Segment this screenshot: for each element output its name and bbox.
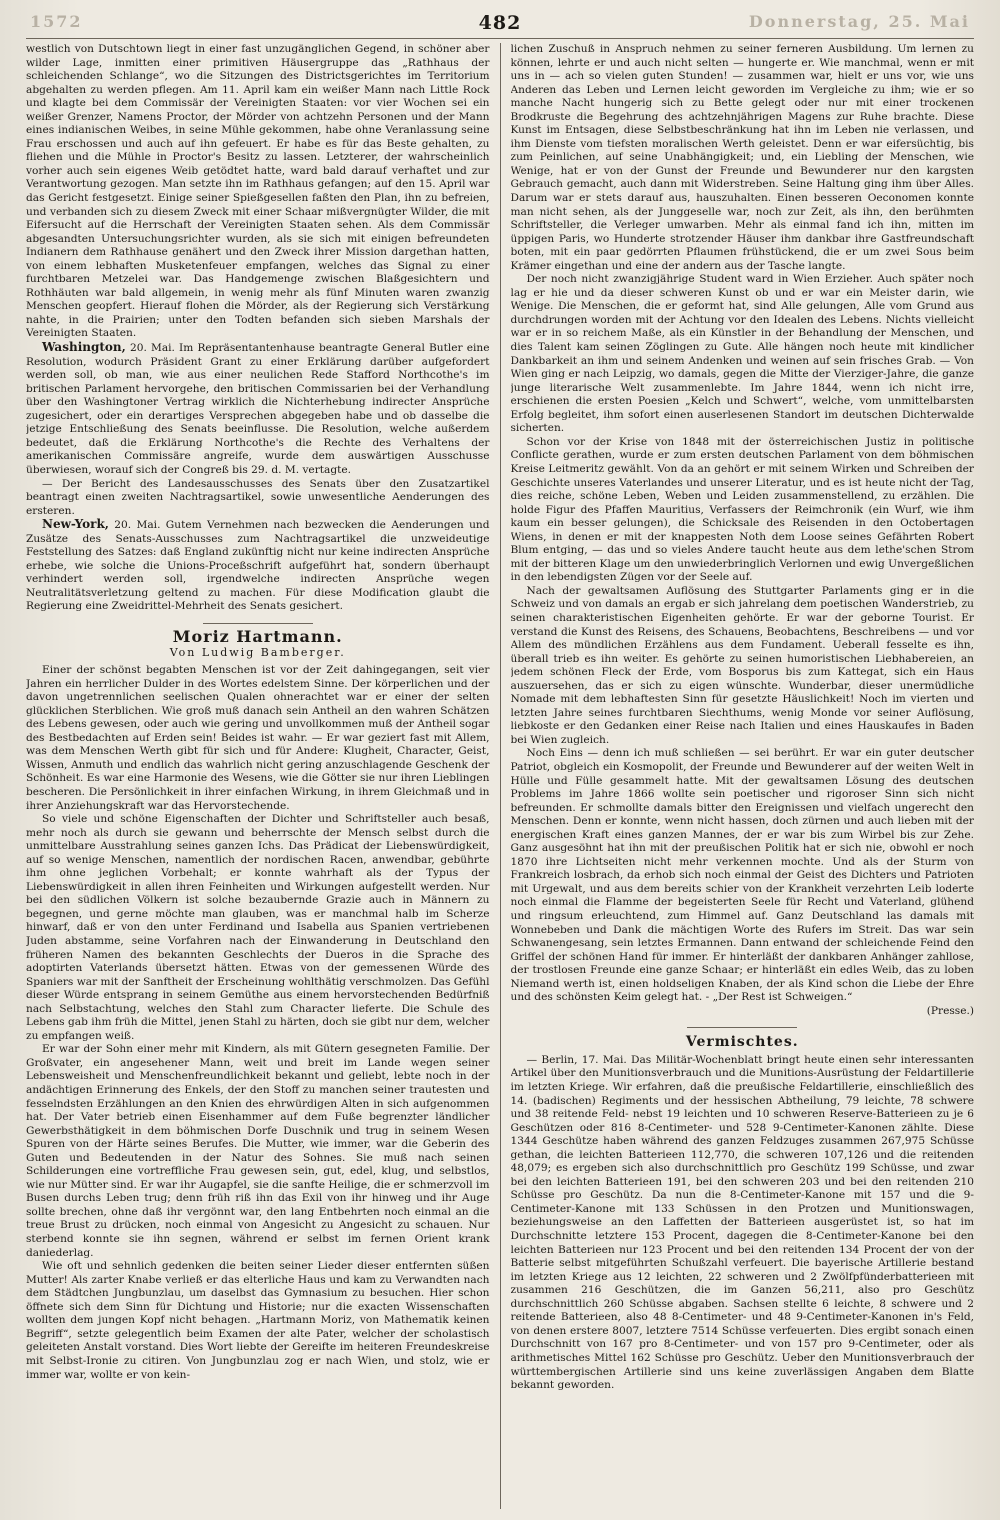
newyork-text: 20. Mai. Gutem Vernehmen nach bezwecken die Aenderungen und Zusätze des Senats-Ausschusses zum Nachtragsartikel die unzweideutige Feststellung des Satzes: daß England zukünftig nicht nur keine indirecten Ansprüche erhebe, wie solche die Unions-Proceßschrift aufgeführt hat, sondern überhaupt verhindert werden soll, irgendwelche indirecten Ansprüche wegen Neutralitätsverletzung geltend zu machen. Für diese Modification glaubt die Regierung eine Zweidrittel-Mehrheit des Senats gesichert. [26, 519, 490, 613]
newyork-report [26, 518, 490, 614]
article-byline: Von Ludwig Bamberger. [169, 645, 346, 659]
report-paragraph: westlich von Dutschtown liegt in einer fast unzugänglichen Gegend, in schöner aber wilder Lage, inmitten einer primitiven Häusergruppe das „Rathhaus der schleichenden Schlange“, wo die Sitzungen des Districtsgerichtes im Territorium abgehalten zu werden pflegen. Am 11. April kam ein weißer Mann nach Little Rock und klagte bei dem Commissär der Vereinigten Staaten: vor vier Wochen sei ein weißer Grenzer, Namens Proctor, der Mörder von achtzehn Personen und der Mann eines indianischen Weibes, in seine Mühle gekommen, habe ohne Veranlassung seine Frau erschossen und auch auf ihn gefeuert. Er habe es für das Beste gehalten, zu fliehen und die Mühle in Proctor's Besitz zu lassen. Letzterer, der wahrscheinlich vorher auch sein eigenes Weib getödtet hatte, ward bald darauf verhaftet und zur Verantwortung gezogen. Man setzte ihn im Rathhaus gefangen; auf den 15. April war das Gericht festgesetzt. Einige seiner Spießgesellen faßten den Plan, ihn zu befreien, und verbanden sich zu diesem Zweck mit einer Schaar mißvergnügter Wilder, die mit Eifersucht auf die Herrschaft der Vereinigten Staaten sehen. Als dem Commissär abgesandten Untersuchungsrichter wurden, als sie sich mit einigen befreundeten Indianern dem Rathhause genähert und den Zweck ihrer Mission dargethan hatten, von einem lebhaften Musketenfeuer empfangen, welches das Signal zu einer furchtbaren Metzelei war. Das Handgemenge zwischen Blaßgesichtern und Rothhäuten war bald allgemein, in wenig mehr als fünf Minuten waren zwanzig Menschen geopfert. Hierauf flohen die Mörder, als der Regierung sich Verstärkung nahte, in die Prairien; unter den Todten befanden sich sieben Marshals der Vereinigten Staaten. [26, 43, 490, 340]
page-header [26, 8, 974, 39]
section-title: Vermischtes. [685, 1034, 799, 1051]
dateline-washington: Washington, [42, 340, 126, 355]
article-paragraph: Nach der gewaltsamen Auflösung des Stuttgarter Parlaments ging er in die Schweiz und von damals an ergab er sich jahrelang dem poetischen Wanderstrieb, zu seinen charakteristischen Eigenheiten gehörte. Er war der geborne Tourist. Er verstand die Kunst des Reisens, des Schauens, Beobachtens, Beschreibens — und vor Allem des mündlichen Erzählens aus dem Fundament. Ueberall fesselte es ihn, überall trieb es ihn weiter. Es gehörte zu seinen humoristischen Liebhabereien, an jedem schönen Fleck der Erde, vom Bosporus bis zum Kattegat, sich ein Haus auszuersehen, das er sich zu eigen wünschte. Wunderbar, dieser unermüdliche Nomade mit dem lebhaftesten Sinn für gesetzte Häuslichkeit! Noch im vierten und letzten Jahre seines furchtbaren Siechthums, wenig Monde vor seiner Auflösung, liebkoste er den Gedanken einer Reise nach Italien und eines Hauskaufes in Baden bei Wien zugleich. [510, 584, 974, 746]
dateline-newyork: New-York, [42, 517, 109, 532]
column-rule [500, 43, 501, 1509]
article-paragraph: lichen Zuschuß in Anspruch nehmen zu seiner ferneren Ausbildung. Um lernen zu können, lehrte er und auch nicht selten — hungerte er. Wie manchmal, wenn er mit uns in — ach so vielen guten Stunden! — zusammen war, hielt er uns vor, wie uns Anderen das Leben und Lernen leicht geworden im Vergleiche zu ihm; wie er so manche Nacht hungerig sich zu Bette gelegt oder nur mit einer trockenen Brodkruste die Begehrung des achtzehnjährigen Magens zur Ruhe brachte. Diese Kunst im Entsagen, diese Selbstbeschränkung hat ihn im Leben nie verlassen, und ihm Dienste vom tiefsten moralischen Werth geleistet. Denn er war eifersüchtig, bis zum Peinlichen, auf seine Unabhängigkeit; und, ein Liebling der Menschen, wie Wenige, hat er von der Gunst der Freunde und Bewunderer nur den kargsten Gebrauch gemacht, auch dann mit Widerstreben. Seine Haltung ging ihm über Alles. Darum war er stets darauf aus, hauszuhalten. Einen besseren Oeconomen konnte man nicht sehen, als der Junggeselle war, noch zur Zeit, als ihn, den berühmten Schriftsteller, die Verleger umwarben. Mehr als einmal fand ich ihn, mitten im üppigen Paris, wo Hunderte strotzender Häuser ihm dankbar ihre Gastfreundschaft boten, mit ein paar gedörrten Pflaumen frühstückend, die er um zwei Sous beim Krämer eingethan und eine der andern aus der Tasche langte. [510, 43, 974, 272]
divider [203, 623, 313, 624]
article-title: Moriz Hartmann. [172, 626, 343, 646]
left-column [26, 43, 490, 1509]
washington-report [26, 341, 490, 477]
page-number: 482 [478, 12, 522, 34]
article-paragraph: Noch Eins — denn ich muß schließen — sei berührt. Er war ein guter deutscher Patriot, obgleich ein Kosmopolit, der Freunde und Bewunderer auf der weiten Welt in Hülle und Fülle gesammelt hatte. Mit der gewaltsamen Lösung des deutschen Problems im Jahre 1866 wollte sein poetischer und rigoroser Sinn sich nicht befreunden. Er schmollte damals bitter den Ereignissen und vielfach ungerecht den Menschen. Denn er konnte, wenn nicht hassen, doch zürnen und auch lieben mit der energischen Kraft eines ganzen Mannes, der er war bis zum Wirbel bis zur Zehe. Ganz ausgesöhnt hat ihn mit der preußischen Politik hat er sich nie, obwohl er noch 1870 ihre Lichtseiten nicht mehr verkennen mochte. Und als der Sturm von Frankreich losbrach, da erhob sich noch einmal der Geist des Dichters und Patrioten mit Urgewalt, und aus dem bereits schier von der Krankheit verzehrten Leib loderte noch einmal die Flamme der begeisterten Seele für Recht und Vaterland, glühend und ringsum erleuchtend, zum Himmel auf. Ganz Deutschland las damals mit Wonnebeben und Dank die mächtigen Worte des Rufers im Streit. Das war sein Schwanengesang, sein letztes Ermannen. Dann entwand der schleichende Feind den Griffel der schönen Hand für immer. Er hinterläßt der dankbaren Anhänger zahllose, der trostlosen Freunde eine ganze Schaar; er hinterläßt ein edles Weib, das zu loben Niemand werth ist, einen holdseligen Knaben, der als Kind schon die Liebe der Ehre und des schönsten Keim gelegt hat. - „Der Rest ist Schweigen.“ [510, 747, 974, 1004]
bleed-through-left: 1572 [30, 12, 83, 31]
article-paragraph: So viele und schöne Eigenschaften der Dichter und Schriftsteller auch besaß, mehr noch als durch sie gewann und beherrschte der Mensch selbst durch die unmittelbare Ausstrahlung seines ganzen Ichs. Das Prädicat der Liebenswürdigkeit, auf so wenige Menschen, namentlich der nordischen Racen, anwendbar, gebührte ihm ohne jeglichen Vorbehalt; er konnte wahrhaft als der Typus der Liebenswürdigkeit in allen ihren Feinheiten und Wirkungen aufgestellt werden. Nur bei den südlichen Völkern ist solche bezaubernde Grazie auch in Männern zu begegnen, und gerne möchte man glauben, was er manchmal halb im Scherze hinwarf, daß er von den unter Ferdinand und Isabella aus Spanien vertriebenen Juden abstamme, seine Vorfahren nach der Einwanderung in Deutschland den früheren Namen des bekannten Geschlechts der Dueros in die Sprache des adoptirten Vaterlands übersetzt hätten. Etwas von der gemessenen Würde des Spaniers war mit der Sanftheit der Erscheinung wohlthätig verschmolzen. Das Gefühl dieser Würde entsprang in seinem Gemüthe aus einem hervorstechenden Bedürfniß nach Selbstachtung, welches den Stahl zum Character lieferte. Die Schule des Lebens gab ihm früh die Mittel, jenen Stahl zu härten, doch sie gibt nur dem, welcher zu empfangen weiß. [26, 813, 490, 1042]
report-paragraph: — Der Bericht des Landesausschusses des Senats über den Zusatzartikel beantragt einen zweiten Nachtragsartikel, sowie unwesentliche Aenderungen des ersteren. [26, 477, 490, 517]
article-paragraph: Wie oft und sehnlich gedenken die beiten seiner Lieder dieser entfernten süßen Mutter! Als zarter Knabe verließ er das elterliche Haus und kam zu Verwandten nach dem Städtchen Jungbunzlau, um daselbst das Gymnasium zu besuchen. Hier schon öffnete sich dem Sinn für Dichtung und Historie; nur die exacten Wissenschaften wollten dem jungen Kopf nicht behagen. „Hartmann Moriz, von Mathematik keinen Begriff“, setzte gelegentlich beim Examen der alte Pater, welcher der scholastisch geleiteten Anstalt vorstand. Dies Wort liebte der Gereifte im heiteren Freundeskreise mit Selbst-Ironie zu citiren. Von Jungbunzlau zog er nach Wien, und stolz, wie er immer war, wollte er von kein- [26, 1260, 490, 1381]
bleed-through-right: Donnerstag, 25. Mai [748, 12, 970, 31]
article-source: (Presse.) [926, 1004, 974, 1017]
columns [26, 43, 974, 1509]
right-column [511, 43, 975, 1509]
divider [687, 1027, 797, 1028]
article-paragraph: Der noch nicht zwanzigjährige Student ward in Wien Erzieher. Auch später noch lag er hie und da dieser schweren Kunst ob und er war ein Meister darin, wie Wenige. Die Menschen, die er geformt hat, sind Alle gelungen, Alle vom Grund aus durchdrungen worden mit der Achtung vor den Idealen des Lebens. Nichts vielleicht war er in so reichem Maße, als ein Künstler in der Behandlung der Menschen, und dies Talent kam seinen Zöglingen zu Gute. Alle hängen noch heute mit kindlicher Dankbarkeit an ihm und seinem Andenken und weinen auf sein frisches Grab. — Von Wien ging er nach Leipzig, wo damals, gegen die Mitte der Vierziger-Jahre, die ganze junge literarische Welt zusammenlebte. Im Jahre 1844, wenn ich nicht irre, erschienen die ersten Poesien „Kelch und Schwert“, welche, vom unmittelbarsten Erfolg begleitet, ihm sofort einen auserlesenen Standort im deutschen Dichterwalde sicherten. [510, 273, 974, 435]
article-paragraph: Schon vor der Krise von 1848 mit der österreichischen Justiz in politische Conflicte gerathen, wurde er zum ersten deutschen Parlament von dem böhmischen Kreise Leitmeritz gewählt. Von da an gehört er mit seinem Wirken und Schreiben der Geschichte unseres Vaterlandes und unserer Literatur, und es ist heute nicht der Tag, dies reiche, schöne Leben, Weben und Leiden zusammenstellend, zu erzählen. Die holde Figur des Pfaffen Mauritius, Verfassers der Reimchronik (ein Wurf, wie ihm kaum ein besser gelungen), die Schicksale des Reisenden in den Octobertagen Wiens, in denen er mit der knappesten Noth dem Loose seines Gefährten Robert Blum entging, — das und so vieles Andere taucht heute aus dem lethe'schen Strom mit der bitteren Klage um den unwiederbringlich Verlornen und ewig Unvergeßlichen in den lebendigsten Zügen vor der Seele auf. [510, 435, 974, 584]
washington-text: 20. Mai. Im Repräsentantenhause beantragte General Butler eine Resolution, wodurch Präsident Grant zu einer Erklärung darüber aufgefordert werden soll, ob man, wie aus einer neulichen Rede Stafford Northcothe's im britischen Parlament hervorgehe, den britischen Commissarien bei der Verhandlung über den Washingtoner Vertrag wirklich die Nichterhebung indirecter Ansprüche zugesichert, oder ein derartiges Versprechen abgegeben habe und ob dasselbe die jetzige Entschließung des Senats beeinflusse. Die Resolution, welche außerdem bedeutet, daß die Erklärung Northcothe's die Rechte des Verhaltens der amerikanischen Commissäre angreife, wurde dem auswärtigen Ausschusse überwiesen, worauf sich der Congreß bis 29. d. M. vertagte. [26, 342, 490, 476]
article-paragraph: Einer der schönst begabten Menschen ist vor der Zeit dahingegangen, seit vier Jahren ein herrlicher Dulder in des Wortes edelstem Sinne. Der körperlichen und der davon ungetrennlichen seelischen Qualen ohnerachtet war er einer der selten glücklichen Sterblichen. Wie groß muß danach sein Antheil an den wahren Schätzen des Lebens gewesen, oder auch wie gering und unvollkommen muß der Antheil sogar des Bestbedachten auf Erden sein! Beides ist wahr. — Er war geziert fast mit Allem, was dem Menschen Werth gibt für sich und für Andere: Klugheit, Character, Geist, Wissen, Anmuth und endlich das wahrlich nicht gering anzuschlagende Geschenk der Schönheit. Es war eine Harmonie des Wesens, wie die Götter sie nur ihren Lieblingen bescheren. Die Persönlichkeit in ihrer einfachen Wirkung, in ihrem Gleichmaß und in ihrer Anziehungskraft war das Hervorstechende. [26, 664, 490, 812]
miscellany-paragraph: — Berlin, 17. Mai. Das Militär-Wochenblatt bringt heute einen sehr interessanten Artikel über den Munitionsverbrauch und die Munitions-Ausrüstung der Feldartillerie im letzten Kriege. Wir erfahren, daß die preußische Feldartillerie, einschließlich des 14. (badischen) Regiments und der hessischen Abtheilung, 79 leichte, 78 schwere und 38 reitende Feld- nebst 19 leichten und 10 schweren Reserve-Batterieen zu je 6 Geschützen oder 816 8-Centimeter- und 528 9-Centimeter-Kanonen zählte. Diese 1344 Geschütze haben während des ganzen Feldzuges zusammen 267,975 Schüsse gethan, die leichten Batterieen 112,770, die schweren 107,126 und die reitenden 48,079; es ergeben sich also durchschnittlich pro Geschütz 199 Schüsse, und zwar bei den leichten Batterieen 191, bei den schweren 203 und bei den reitenden 210 Schüsse pro Geschütz. Da nun die 8-Centimeter-Kanone mit 157 und die 9-Centimeter-Kanone mit 133 Schüssen in den Protzen und Munitionswagen, beziehungsweise an den Laffetten der Batterieen ausgerüstet ist, so hat im Durchschnitte letztere 153 Procent, dagegen die 8-Centimeter-Kanone bei den leichten Batterieen nur 123 Procent und bei den reitenden 134 Procent der von der Batterie selbst mitgeführten Schußzahl verfeuert. Die bayerische Artillerie bestand im letzten Kriege aus 12 leichten, 22 schweren und 2 Zwölfpfünderbatterieen mit zusammen 216 Geschützen, die im Ganzen 56,211, also pro Geschütz durchschnittlich 260 Schüsse abgaben. Sachsen stellte 6 leichte, 8 schwere und 2 reitende Batterieen, also 48 8-Centimeter- und 48 9-Centimeter-Kanonen in's Feld, von denen erstere 8007, letztere 7514 Schüsse verfeuerten. Dies ergibt sonach einen Durchschnitt von 167 pro 8-Centimeter- und von 157 pro 9-Centimeter, oder als arithmetisches Mittel 162 Schüsse pro Geschütz. Ueber den Munitionsverbrauch der württembergischen Artillerie sind uns keine zuverlässigen Angaben dem Blatte bekannt geworden. [510, 1053, 974, 1392]
article-paragraph: Er war der Sohn einer mehr mit Kindern, als mit Gütern gesegneten Familie. Der Großvater, ein angesehener Mann, weit und breit im Lande wegen seiner Lebensweisheit und Menschenfreundlichkeit bekannt und geliebt, lebte noch in der andächtigen Erinnerung des Enkels, der den Stoff zu manchen seiner trautesten und fesselndsten Erzählungen an den Knien des ehrwürdigen Alten in sich aufgenommen hat. Der Vater betrieb einen Eisenhammer auf dem Fuße begrenzter ländlicher Gewerbsthätigkeit in dem böhmischen Dorfe Duschnik und trug in seinem Wesen Spuren von der Härte seines Berufes. Die Mutter, wie immer, war die Geberin des Guten und Bedeutenden in der Natur des Sohnes. Sie muß nach seinen Schilderungen eine vortreffliche Frau gewesen sein, gut, edel, klug, und selbstlos, wie nur Mütter sind. Er war ihr Augapfel, sie die sanfte Heilige, die er schmerzvoll im Busen durchs Leben trug; denn früh riß ihn das Exil von ihr hinweg und ihr Auge sollte brechen, ohne daß ihr vergönnt war, den lang Entbehrten noch einmal an die treue Brust zu drücken, noch einmal von Angesicht zu Angesicht zu schauen. Nur sterbend konnte sie ihn segnen, während er selbst im fernen Orient krank daniederlag. [26, 1043, 490, 1259]
